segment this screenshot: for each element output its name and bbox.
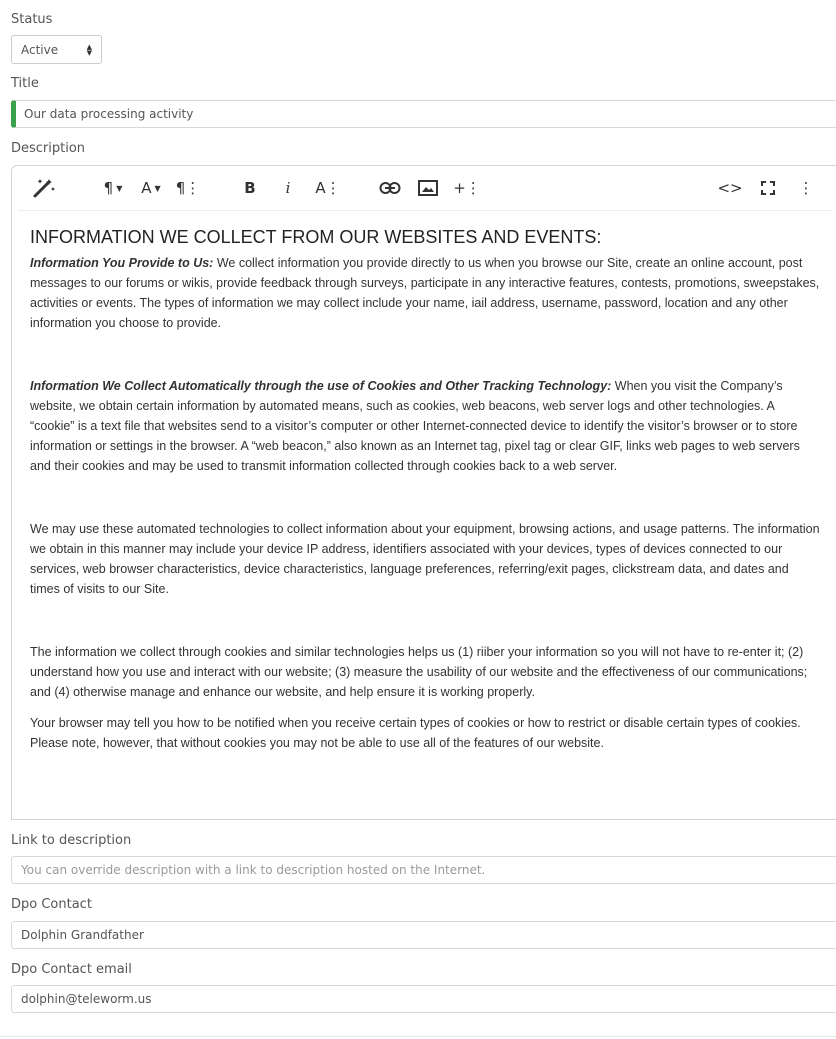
plus-icon: +⋮	[453, 179, 481, 197]
paragraph-style-icon: ¶⋮	[175, 179, 201, 197]
magic-wand-icon[interactable]	[32, 176, 56, 200]
paragraph-format-button[interactable]: ¶ ▼	[103, 179, 123, 197]
bottom-divider	[0, 1036, 836, 1037]
insert-more-button[interactable]	[454, 176, 480, 200]
dpo-email-input[interactable]	[11, 985, 836, 1013]
link-icon	[379, 181, 401, 195]
paragraph-style-button[interactable]	[175, 176, 201, 200]
title-input[interactable]	[11, 100, 836, 128]
link-description-label: Link to description	[11, 833, 132, 848]
content-paragraph-5: Your browser may tell you how to be notified when you receive certain types of cookies or how to restrict or disable certain types of cookies. Please note, however, that without cookies you may not be able to use all of the features of our website.	[30, 716, 801, 750]
italic-button[interactable]	[280, 176, 296, 200]
link-description-input[interactable]	[11, 856, 836, 884]
fullscreen-button[interactable]	[756, 176, 780, 200]
editor-toolbar	[18, 166, 833, 211]
paragraph-icon: ¶	[103, 179, 114, 197]
title-input-value: Our data processing activity	[24, 107, 194, 121]
dpo-email-value: dolphin@teleworm.us	[21, 992, 152, 1006]
content-paragraph-3: We may use these automated technologies to collect information about your equipment, browsing actions, and usage patterns. The information we obtain in this manner may include your device IP address, identifiers associated with your devices, types of devices connected to our services, web browser characteristics, device characteristics, language preferences, referring/exit pages, clickstream data, and dates and times of visits to our Site.	[30, 522, 820, 596]
link-description-placeholder: You can override description with a link to description hosted on the Internet.	[21, 863, 486, 877]
paragraph-1-lead: Information You Provide to Us:	[30, 256, 214, 270]
text-color-icon: A⋮	[315, 179, 341, 197]
content-paragraph-1	[30, 253, 822, 333]
content-heading: INFORMATION WE COLLECT FROM OUR WEBSITES AND EVENTS:	[30, 227, 602, 247]
more-options-button[interactable]	[796, 176, 816, 200]
code-icon: <>	[717, 179, 743, 197]
insert-image-button[interactable]	[416, 176, 440, 200]
more-vertical-icon: ⋮	[798, 179, 814, 197]
editor-content[interactable]	[30, 226, 822, 753]
bold-icon: B	[244, 179, 256, 197]
code-view-button[interactable]	[718, 176, 742, 200]
dpo-email-label: Dpo Contact email	[11, 962, 132, 977]
dpo-contact-label: Dpo Contact	[11, 897, 92, 912]
status-select-value: Active	[21, 42, 59, 57]
bold-button[interactable]	[240, 176, 260, 200]
dpo-contact-value: Dolphin Grandfather	[21, 928, 144, 942]
font-size-button[interactable]: A ▼	[141, 179, 161, 197]
description-label: Description	[11, 141, 86, 156]
italic-icon: i	[285, 179, 291, 197]
paragraph-2-text: When you visit the Company’s website, we obtain certain information by automated means, such as cookies, web beacons, web server logs and other technologies. A “cookie” is a text file that websites send to a visitor’s computer or other Internet-connected device to identify the visitor’s browser or to store information or settings in the browser. A “web beacon,” also known as an Internet tag, pixel tag or clear GIF, links web pages to web servers and their cookies and may be used to transmit information collected through cookies back to a web server.	[30, 379, 800, 473]
content-paragraph-2	[30, 376, 822, 476]
status-select[interactable]	[11, 35, 102, 64]
image-icon	[418, 180, 438, 196]
font-size-icon: A	[141, 179, 152, 197]
dpo-contact-input[interactable]	[11, 921, 836, 949]
text-color-button[interactable]	[315, 176, 341, 200]
title-label: Title	[11, 76, 39, 91]
paragraph-1-text: We collect information you provide directly to us when you browse our Site, create an online account, post messages to our forums or wikis, provide feedback through surveys, participate in any interactive features, contests, promotions, sweepstakes, activities or events. The types of information we may collect include your name, iail address, username, password, location and any other information you choose to provide.	[30, 256, 820, 330]
content-paragraph-4: The information we collect through cookies and similar technologies helps us (1) riiber your information so you will not have to re-enter it; (2) understand how you use and interact with our website; (3) measure the usability of our website and the effectiveness of our communications; and (4) otherwise manage and enhance our website, and help ensure it is working properly.	[30, 645, 808, 699]
paragraph-2-lead: Information We Collect Automatically through the use of Cookies and Other Tracking Technology:	[30, 379, 612, 393]
insert-link-button[interactable]	[378, 176, 402, 200]
select-arrows-icon: ▲ ▼	[86, 42, 92, 57]
fullscreen-icon	[761, 181, 775, 195]
status-label: Status	[11, 12, 53, 27]
description-editor[interactable]	[11, 165, 836, 820]
